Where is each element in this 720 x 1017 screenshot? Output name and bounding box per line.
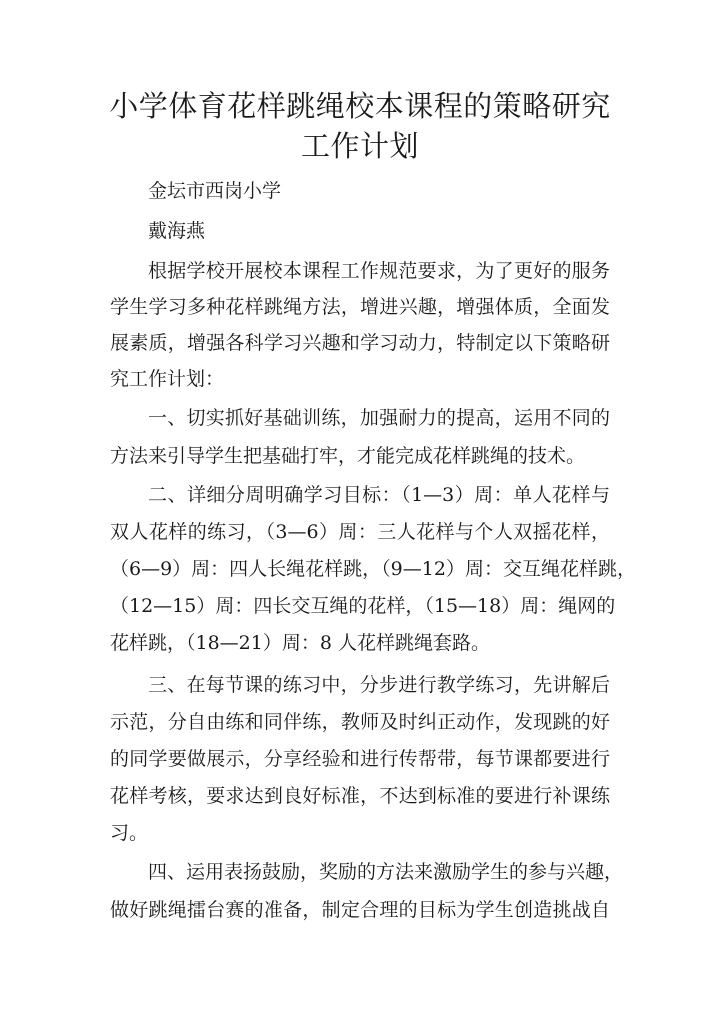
document-title-line-2: 工作计划 [300, 129, 419, 163]
body-line: 习。 [110, 822, 149, 844]
body-line: 方法来引导学生把基础打牢，才能完成花样跳绳的技术。 [110, 445, 586, 467]
body-line: 四、运用表扬鼓励，奖励的方法来激励学生的参与兴趣， [148, 861, 624, 883]
body-line: 展素质，增强各科学习兴趣和学习动力，特制定以下策略研 [110, 332, 610, 354]
author-name: 戴海燕 [148, 220, 206, 242]
body-line: 究工作计划： [110, 368, 225, 390]
body-line: （6—9）周：四人长绳花样跳，（9—12）周：交互绳花样跳， [110, 558, 636, 580]
school-name: 金坛市西岗小学 [148, 180, 282, 202]
body-line: （12—15）周：四长交互绳的花样，（15—18）周：绳网的 [110, 595, 616, 617]
body-line: 的同学要做展示，分享经验和进行传帮带，每节课都要进行 [110, 748, 610, 770]
body-line: 根据学校开展校本课程工作规范要求，为了更好的服务 [148, 260, 610, 282]
body-line: 双人花样的练习，（3—6）周：三人花样与个人双摇花样， [110, 521, 610, 543]
document-title-line-1: 小学体育花样跳绳校本课程的策略研究 [109, 89, 611, 123]
body-line: 三、在每节课的练习中，分步进行教学练习，先讲解后 [148, 674, 610, 696]
body-line: 做好跳绳擂台赛的准备，制定合理的目标为学生创造挑战自 [110, 899, 610, 921]
body-line: 二、详细分周明确学习目标：（1—3）周：单人花样与 [148, 484, 610, 506]
body-line: 花样考核，要求达到良好标准，不达到标准的要进行补课练 [110, 785, 610, 807]
body-line: 学生学习多种花样跳绳方法，增进兴趣，增强体质，全面发 [110, 296, 610, 318]
body-line: 花样跳，（18—21）周：8 人花样跳绳套路。 [110, 632, 490, 654]
body-line: 一、切实抓好基础训练，加强耐力的提高，运用不同的 [148, 407, 610, 429]
body-line: 示范，分自由练和同伴练，教师及时纠正动作，发现跳的好 [110, 711, 610, 733]
